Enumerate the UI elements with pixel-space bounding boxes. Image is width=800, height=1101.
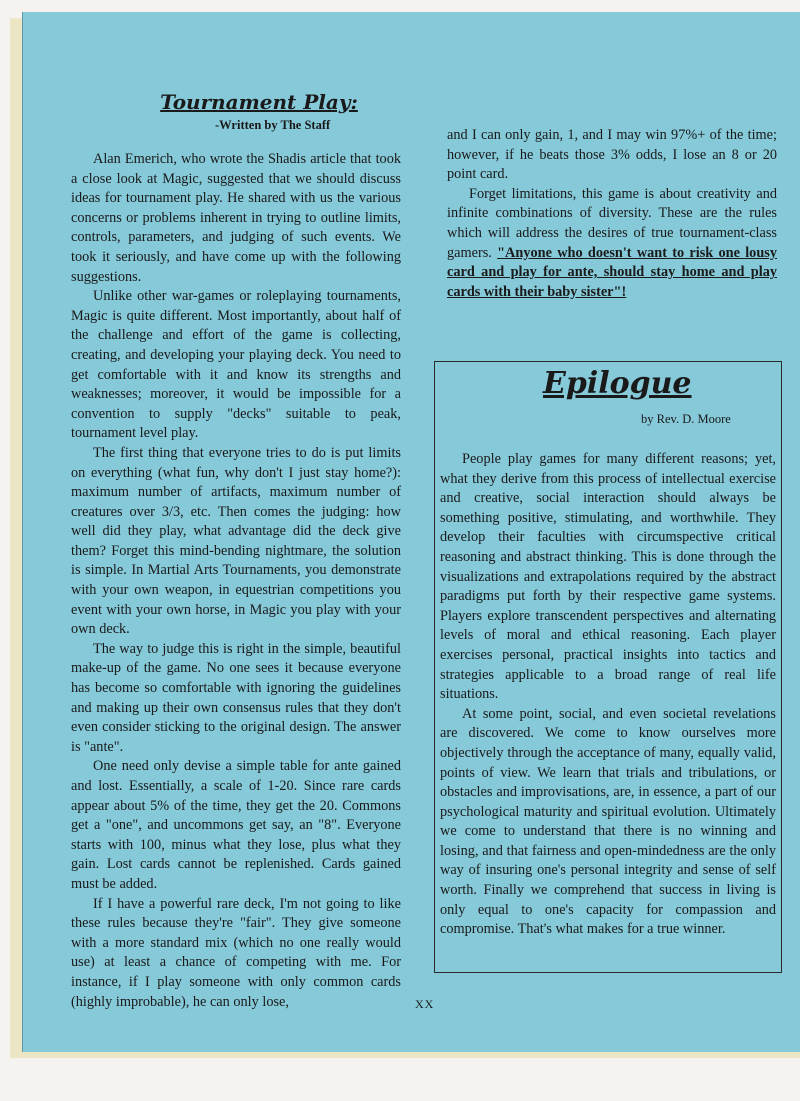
epilogue-box bbox=[434, 361, 782, 973]
article-paragraph: The way to judge this is right in the simple, beautiful make-up of the game. No one sees it because everyone has become so comfortable with ignoring the guidelines and making up their own consensus rules that they don't even consider sticking to the original design. The answer is "ante". bbox=[71, 640, 401, 755]
closing-text: Forget limitations, this game is about creativity and infinite combinations of diversity. These are the rules which will address the desires of true tournament-class gamers. bbox=[447, 185, 777, 261]
magazine-page bbox=[22, 12, 800, 1052]
epilogue-paragraph: At some point, social, and even societal revelations are discovered. We come to know ourselves more objectively through the acceptance of many, equally valid, points of view. We learn that trials and tribulations, or obstacles and improvisations, are, in essence, a part of our psychological maturity and spiritual evolution. Ultimately we come to understand that there is no winning and losing, and that fairness and open-mindedness are the only way of insuring one's personal integrity and sense of self worth. Finally we comprehend that success in living is only equal to one's capacity for compassion and compromise. That's what makes for a true winner. bbox=[440, 705, 776, 938]
epilogue-body bbox=[440, 450, 776, 940]
left-column bbox=[71, 150, 401, 1012]
article-paragraph: If I have a powerful rare deck, I'm not going to like these rules because they're "fair". They give someone with a more standard mix (which no one really would use) at least a chance of competing with me. For instance, if I play someone with only common cards (highly improbable), he can only lose, bbox=[71, 895, 401, 1010]
article-continued: and I can only gain, 1, and I may win 97%+ of the time; however, if he beats those 3% odds, I lose an 8 or 20 point card. bbox=[447, 127, 777, 183]
epilogue-title: Epilogue bbox=[543, 366, 692, 401]
article-byline: -Written by The Staff bbox=[215, 118, 331, 132]
article-paragraph: Alan Emerich, who wrote the Shadis article that took a close look at Magic, suggested that we should discuss ideas for tournament play. He shared with us the various concerns or problems inherent in trying to outline limits, controls, parameters, and judging of such events. We took it seriously, and have come up with the following suggestions. bbox=[71, 151, 401, 285]
closing-paragraph bbox=[447, 185, 777, 303]
closing-quote: "Anyone who doesn't want to risk one lousy card and play for ante, should stay home and play cards with their baby sister"! bbox=[447, 244, 777, 300]
article-title: Tournament Play: bbox=[160, 90, 358, 114]
right-column bbox=[447, 126, 777, 302]
epilogue-paragraph: People play games for many different reasons; yet, what they derive from this process of intellectual exercise and creative, social interaction should always be something positive, stimulating, and worthwhile. They develop their faculties with circumspective critical reasoning and abstract thinking. This is done through the visualizations and extrapolations required by the abstract paradigms put forth by their respective game systems. Players explore transcendent perspectives and alternating levels of moral and ethical reasoning. Each player exercises personal, practical insights into tactics and strategies applicable to a broad range of real life situations. bbox=[440, 451, 776, 703]
epilogue-byline: by Rev. D. Moore bbox=[641, 412, 731, 426]
article-paragraph: Unlike other war-games or roleplaying tournaments, Magic is quite different. Most importantly, about half of the challenge and effort of the game is collecting, creating, and developing your playing deck. You need to get comfortable with it and know its strengths and weaknesses; moreover, it would be impossible for a convention to supply "decks" suitable to peak, tournament level play. bbox=[71, 288, 401, 442]
article-paragraph: The first thing that everyone tries to do is put limits on everything (what fun, why don't I just stay home?): maximum number of artifacts, maximum number of creatures over 3/3, etc. Then comes the judging: how well did they play, what advantage did the deck give them? Forget this mind-bending nightmare, the solution is simple. In Martial Arts Tournaments, you demonstrate with your own weapon, in equestrian competitions you event with your own horse, in Magic you play with your own deck. bbox=[71, 444, 401, 638]
page-number: XX bbox=[415, 997, 435, 1011]
article-paragraph: One need only devise a simple table for ante gained and lost. Essentially, a scale of 1-20. Since rare cards appear about 5% of the time, they get the 20. Commons get a "one", and uncommons get say, an "8". Everyone starts with 100, minus what they lose, plus what they gain. Lost cards cannot be replenished. Cards gained must be added. bbox=[71, 758, 401, 892]
